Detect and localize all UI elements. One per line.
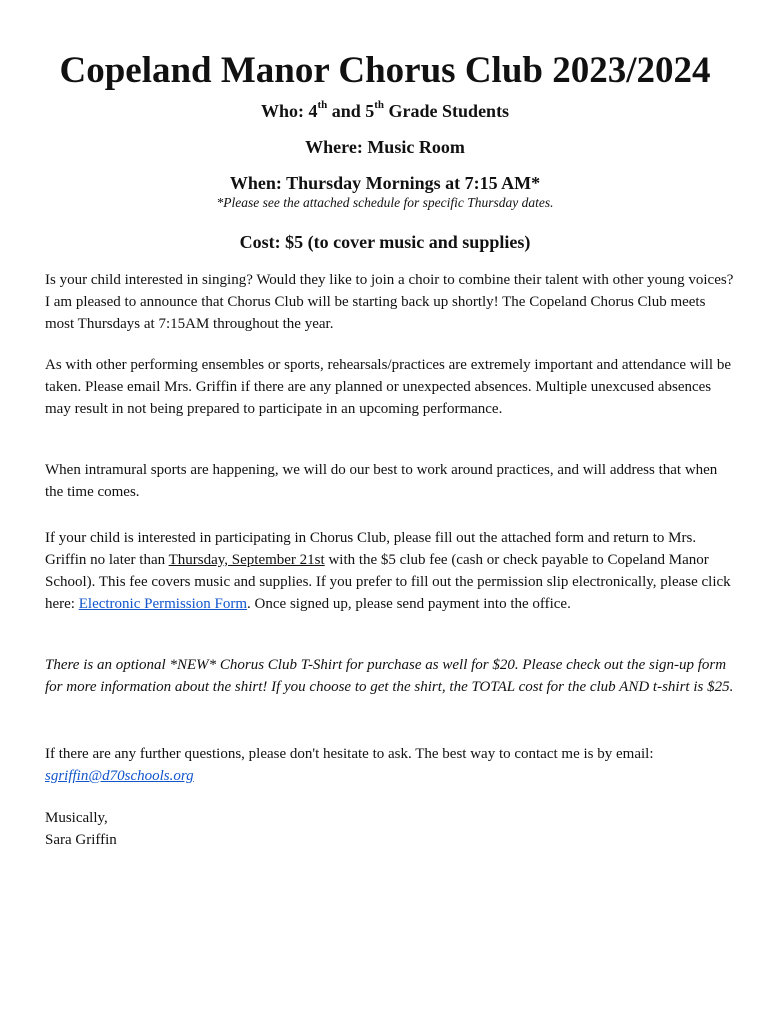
signup-text-2: with the $5 club fee (cash or check payable to Copeland Manor School). This fee covers music and supplies. If you prefer to fill out the permission slip electronically, please click here:: [45, 552, 731, 612]
signup-text-3: . Once signed up, please send payment into the office.: [247, 596, 571, 612]
deadline-date: Thursday, September 21st: [168, 552, 325, 568]
who-prefix: Who: 4: [260, 101, 318, 121]
tshirt-paragraph: There is an optional *NEW* Chorus Club T-Shirt for purchase as well for $20. Please check out the sign-up form for more information about the shirt! If you choose to get the shirt, the TOTAL cost for the club AND t-shirt is $25.: [45, 657, 734, 695]
signup-text-1: If your child is interested in participating in Chorus Club, please fill out the attached form and return to Mrs. Griffin no later than: [45, 530, 697, 568]
who-superscript-2: th: [374, 99, 385, 111]
signature-name: Sara Griffin: [45, 832, 117, 848]
who-middle: and 5: [327, 101, 375, 121]
contact-text: If there are any further questions, please don't hesitate to ask. The best way to contact me is by email:: [45, 746, 654, 762]
when-line: When: Thursday Mornings at 7:15 AM*: [229, 173, 541, 193]
page-title: Copeland Manor Chorus Club 2023/2024: [59, 50, 711, 91]
who-suffix: Grade Students: [384, 101, 510, 121]
signature-block: [45, 807, 735, 851]
who-line: [0, 99, 770, 123]
who-superscript-1: th: [317, 99, 328, 111]
intramural-paragraph: When intramural sports are happening, we will do our best to work around practices, and will address that when the time comes.: [45, 462, 718, 500]
signup-paragraph: [45, 527, 735, 615]
schedule-note: *Please see the attached schedule for specific Thursday dates.: [216, 195, 554, 210]
contact-paragraph: [45, 743, 735, 787]
attendance-paragraph: As with other performing ensembles or sports, rehearsals/practices are extremely important and attendance will be taken. Please email Mrs. Griffin if there are any planned or unexpected absences. Multiple unexcused absences may result in not being prepared to participate in an upcoming performance.: [45, 357, 732, 417]
intro-paragraph: Is your child interested in singing? Would they like to join a choir to combine their talent with other young voices? I am pleased to announce that Chorus Club will be starting back up shortly! The Copeland Chorus Club meets most Thursdays at 7:15AM throughout the year.: [45, 272, 734, 332]
where-line: Where: Music Room: [305, 137, 465, 157]
cost-line: Cost: $5 (to cover music and supplies): [239, 232, 531, 252]
permission-form-link[interactable]: Electronic Permission Form: [78, 596, 248, 612]
closing-salutation: Musically,: [45, 810, 108, 826]
email-link[interactable]: sgriffin@d70schools.org: [45, 768, 194, 784]
